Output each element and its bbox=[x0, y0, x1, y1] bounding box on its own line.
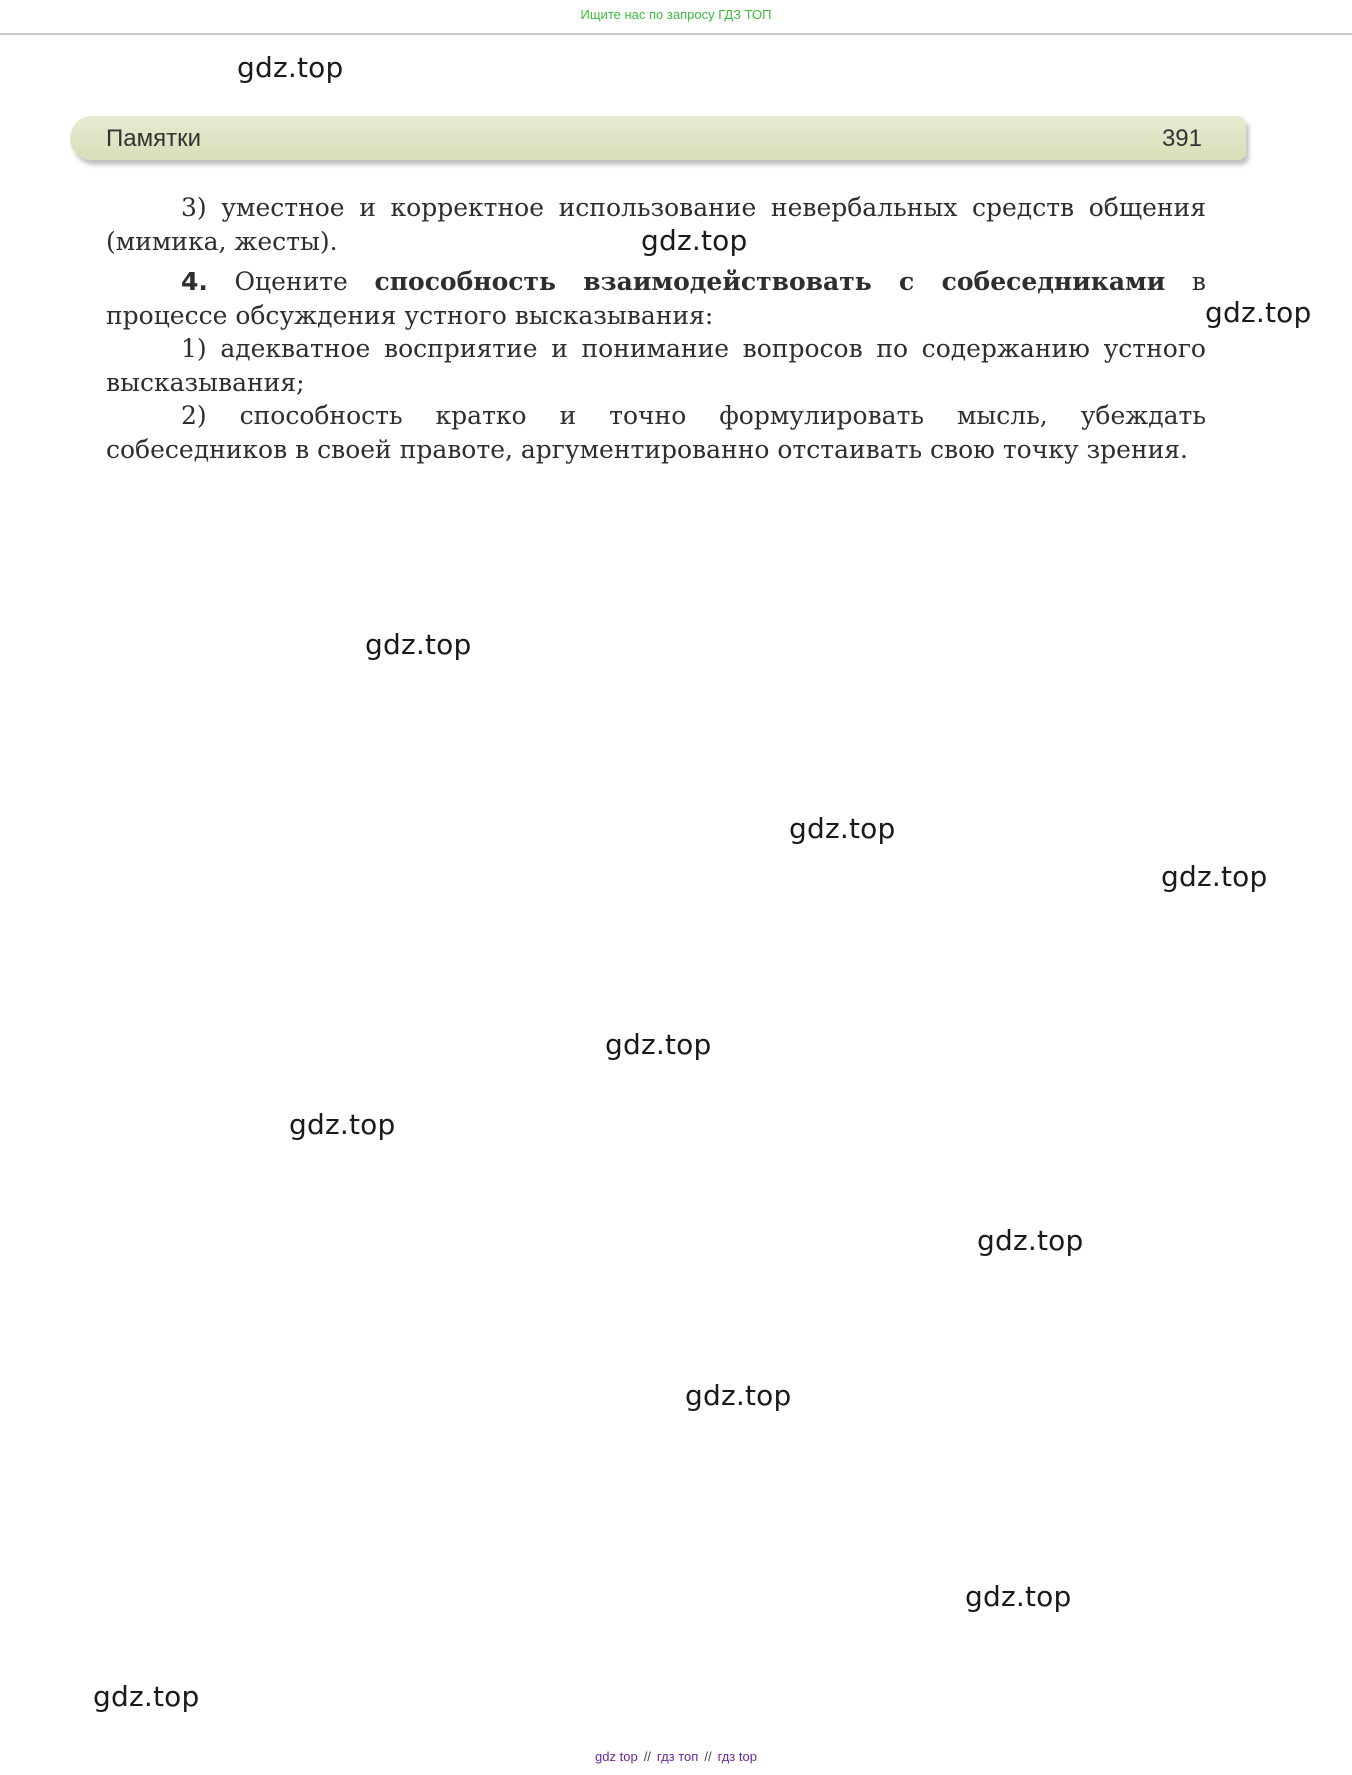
paragraph-item-3: 3) уместное и корректное использование невербальных средств общения (мимика, жесты). bbox=[106, 193, 1206, 256]
watermark: gdz.top bbox=[977, 1224, 1084, 1257]
page-number: 391 bbox=[1161, 125, 1202, 152]
footer-separator: // bbox=[704, 1749, 712, 1764]
watermark: gdz.top bbox=[93, 1680, 200, 1713]
watermark: gdz.top bbox=[289, 1108, 396, 1141]
watermark: gdz.top bbox=[365, 628, 472, 661]
footer-link-gdz-top-mixed[interactable]: гдз top bbox=[717, 1749, 757, 1764]
footer-separator: // bbox=[643, 1749, 651, 1764]
top-banner bbox=[0, 0, 1352, 35]
page-header-bar bbox=[70, 116, 1246, 160]
footer-link-gdz-top-ru[interactable]: гдз топ bbox=[656, 1749, 699, 1764]
paragraph-text-pre: Оцените bbox=[207, 267, 375, 296]
section-title: Памятки bbox=[106, 125, 201, 152]
paragraph-item-2: 2) способность кратко и точно формулировать мысль, убеждать собеседников в своей правоте, аргументированно отстаивать свою точку зрения. bbox=[106, 401, 1206, 464]
paragraph-bold-phrase: способность взаимодействовать с собеседниками bbox=[374, 267, 1166, 296]
watermark: gdz.top bbox=[789, 812, 896, 845]
section-number: 4. bbox=[181, 267, 208, 296]
watermark: gdz.top bbox=[965, 1580, 1072, 1613]
watermark: gdz.top bbox=[1161, 860, 1268, 893]
paragraph-item-1: 1) адекватное восприятие и понимание вопросов по содержанию устного высказывания; bbox=[106, 334, 1206, 397]
footer-link-gdz-top[interactable]: gdz top bbox=[595, 1749, 638, 1764]
footer-links bbox=[0, 1749, 1352, 1764]
watermark: gdz.top bbox=[237, 51, 344, 84]
paragraph-section-4 bbox=[106, 265, 1206, 332]
search-banner-link[interactable]: Ищите нас по запросу ГДЗ ТОП bbox=[580, 7, 772, 22]
watermark: gdz.top bbox=[685, 1379, 792, 1412]
watermark: gdz.top bbox=[605, 1028, 712, 1061]
watermark: gdz.top bbox=[1205, 296, 1312, 329]
paragraph-text-post: в процессе обсуждения устного высказывания: bbox=[106, 267, 1207, 330]
watermark: gdz.top bbox=[641, 224, 748, 257]
